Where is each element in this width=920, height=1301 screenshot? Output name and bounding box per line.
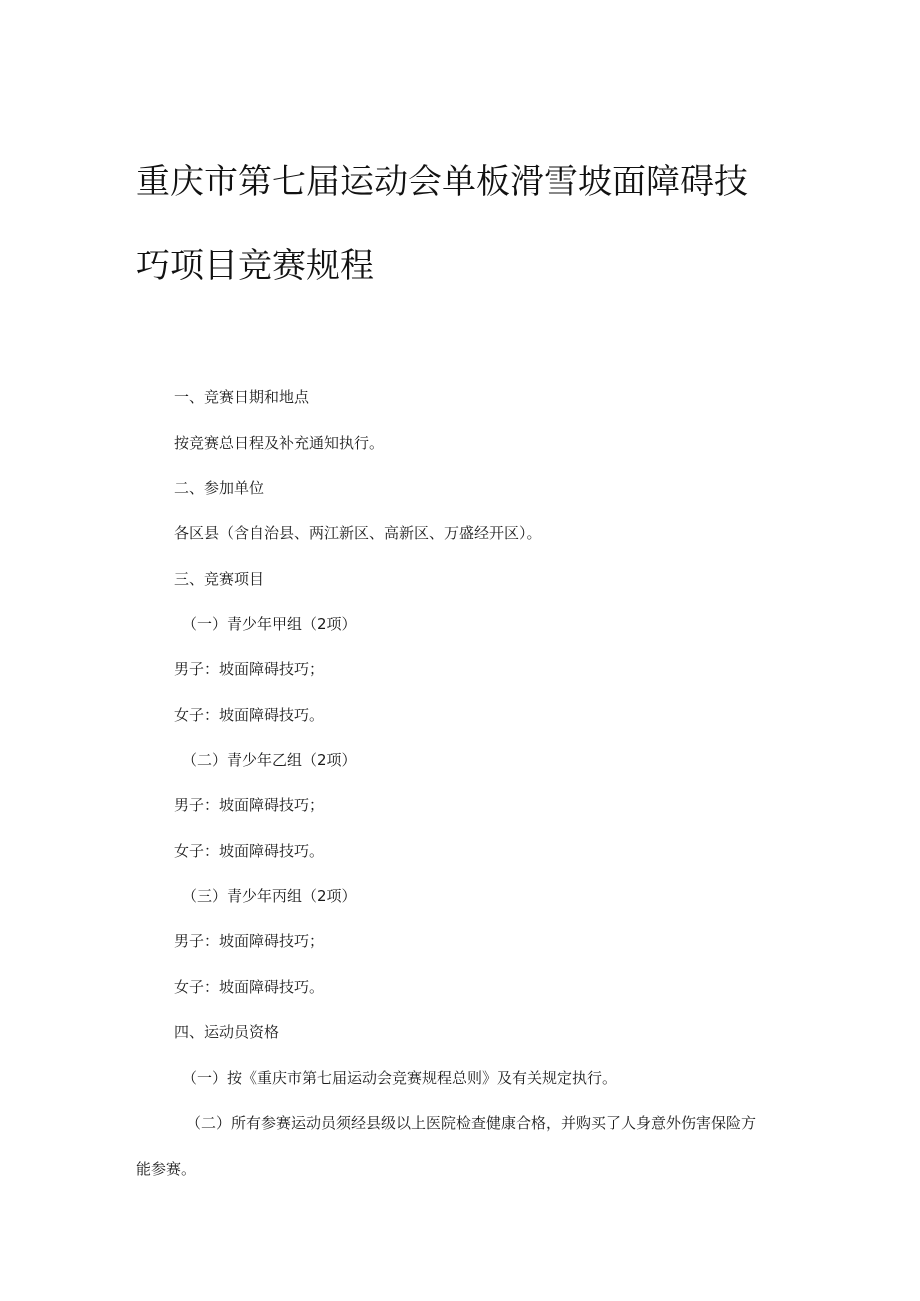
paragraph-eligibility-2-continued: 能参赛。 — [136, 1160, 197, 1178]
section-heading-date-location: 一、竞赛日期和地点 — [174, 388, 310, 406]
list-item: 女子：坡面障碍技巧。 — [174, 706, 325, 724]
paragraph-date-location: 按竞赛总日程及补充通知执行。 — [174, 434, 385, 452]
subheading-group-a: （一）青少年甲组（2项） — [182, 615, 357, 633]
list-item: 女子：坡面障碍技巧。 — [174, 842, 325, 860]
subheading-group-c: （三）青少年丙组（2项） — [182, 887, 357, 905]
paragraph-eligibility-2: （二）所有参赛运动员须经县级以上医院检查健康合格，并购买了人身意外伤害保险方 — [186, 1114, 757, 1132]
list-item: 男子：坡面障碍技巧； — [174, 660, 325, 678]
section-heading-participants: 二、参加单位 — [174, 479, 265, 497]
paragraph-eligibility-1: （一）按《重庆市第七届运动会竞赛规程总则》及有关规定执行。 — [182, 1069, 618, 1087]
paragraph-participants: 各区县（含自治县、两江新区、高新区、万盛经开区）。 — [174, 524, 542, 542]
list-item: 女子：坡面障碍技巧。 — [174, 978, 325, 996]
section-heading-events: 三、竞赛项目 — [174, 570, 265, 588]
document-title-line-1: 重庆市第七届运动会单板滑雪坡面障碍技 — [136, 162, 748, 202]
subheading-group-b: （二）青少年乙组（2项） — [182, 751, 357, 769]
section-heading-eligibility: 四、运动员资格 — [174, 1023, 280, 1041]
list-item: 男子：坡面障碍技巧； — [174, 932, 325, 950]
list-item: 男子：坡面障碍技巧； — [174, 796, 325, 814]
document-title-line-2: 巧项目竞赛规程 — [136, 246, 374, 286]
